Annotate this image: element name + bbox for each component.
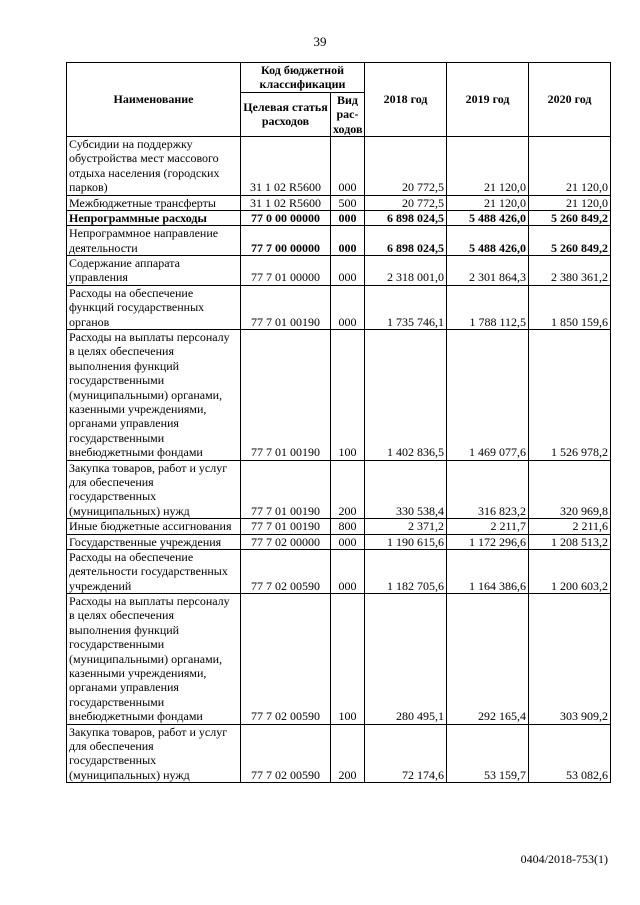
row-target-article: 77 7 00 00000: [241, 226, 331, 256]
row-name: Расходы на обеспечение функций государственных органов: [67, 285, 241, 329]
row-value-2018: 20 772,5: [365, 136, 447, 195]
row-value-2018: 2 318 001,0: [365, 256, 447, 286]
row-value-2018: 1 190 615,6: [365, 534, 447, 549]
row-name: Закупка товаров, работ и услуг для обеспечения государственных (муниципальных) нужд: [67, 724, 241, 783]
budget-table: [66, 62, 611, 783]
header-name: Наименование: [67, 63, 241, 137]
row-value-2018: 1 182 705,6: [365, 549, 447, 593]
row-value-2020: 21 120,0: [529, 195, 611, 210]
row-target-article: 77 0 00 00000: [241, 210, 331, 225]
table-row: [67, 549, 611, 593]
row-name: Расходы на выплаты персоналу в целях обеспечения выполнения функций государственными (муниципальными) органами, казенными учреждениями, органами управления государственными внебюджетными фондами: [67, 594, 241, 725]
row-value-2018: 6 898 024,5: [365, 210, 447, 225]
row-name: Непрограммное направление деятельности: [67, 226, 241, 256]
row-value-2019: 21 120,0: [447, 136, 529, 195]
row-name: Субсидии на поддержку обустройства мест массового отдыха населения (городских парков): [67, 136, 241, 195]
row-value-2019: 53 159,7: [447, 724, 529, 783]
table-row: [67, 594, 611, 725]
row-target-article: 31 1 02 R5600: [241, 136, 331, 195]
row-expense-type: 000: [331, 136, 365, 195]
table-row: [67, 136, 611, 195]
row-value-2019: 1 172 296,6: [447, 534, 529, 549]
row-target-article: 77 7 01 00190: [241, 460, 331, 519]
row-target-article: 77 7 02 00590: [241, 549, 331, 593]
row-expense-type: 000: [331, 285, 365, 329]
row-value-2018: 20 772,5: [365, 195, 447, 210]
row-value-2020: 1 850 159,6: [529, 285, 611, 329]
row-value-2018: 280 495,1: [365, 594, 447, 725]
table-row: [67, 534, 611, 549]
row-value-2020: 1 200 603,2: [529, 549, 611, 593]
row-value-2019: 2 211,7: [447, 519, 529, 534]
row-value-2019: 5 488 426,0: [447, 210, 529, 225]
row-value-2018: 1 402 836,5: [365, 330, 447, 461]
table-row: [67, 330, 611, 461]
row-expense-type: 000: [331, 256, 365, 286]
row-value-2019: 1 788 112,5: [447, 285, 529, 329]
row-value-2019: 5 488 426,0: [447, 226, 529, 256]
header-budget-code: Код бюджетной классификации: [241, 63, 365, 93]
row-value-2020: 1 526 978,2: [529, 330, 611, 461]
row-value-2020: 5 260 849,2: [529, 226, 611, 256]
table-row: [67, 285, 611, 329]
row-name: Закупка товаров, работ и услуг для обеспечения государственных (муниципальных) нужд: [67, 460, 241, 519]
row-expense-type: 800: [331, 519, 365, 534]
header-expense-type: Вид рас-ходов: [331, 92, 365, 136]
row-value-2019: 1 469 077,6: [447, 330, 529, 461]
header-2020: 2020 год: [529, 63, 611, 137]
row-target-article: 77 7 01 00000: [241, 256, 331, 286]
table-body: [67, 136, 611, 782]
row-expense-type: 200: [331, 460, 365, 519]
row-value-2020: 303 909,2: [529, 594, 611, 725]
row-expense-type: 000: [331, 226, 365, 256]
row-expense-type: 100: [331, 594, 365, 725]
row-value-2019: 292 165,4: [447, 594, 529, 725]
row-value-2018: 6 898 024,5: [365, 226, 447, 256]
row-value-2018: 1 735 746,1: [365, 285, 447, 329]
header-target-article: Целевая статья расходов: [241, 92, 331, 136]
row-value-2020: 320 969,8: [529, 460, 611, 519]
row-target-article: 77 7 02 00000: [241, 534, 331, 549]
row-target-article: 77 7 02 00590: [241, 594, 331, 725]
row-name: Непрограммные расходы: [67, 210, 241, 225]
row-value-2020: 21 120,0: [529, 136, 611, 195]
header-2019: 2019 год: [447, 63, 529, 137]
row-name: Государственные учреждения: [67, 534, 241, 549]
row-expense-type: 500: [331, 195, 365, 210]
row-value-2018: 330 538,4: [365, 460, 447, 519]
row-expense-type: 000: [331, 210, 365, 225]
document-code: 0404/2018-753(1): [520, 852, 608, 866]
row-name: Межбюджетные трансферты: [67, 195, 241, 210]
row-expense-type: 000: [331, 549, 365, 593]
row-value-2019: 2 301 864,3: [447, 256, 529, 286]
table-row: [67, 226, 611, 256]
row-value-2018: 72 174,6: [365, 724, 447, 783]
row-value-2020: 5 260 849,2: [529, 210, 611, 225]
row-name: Иные бюджетные ассигнования: [67, 519, 241, 534]
table-row: [67, 460, 611, 519]
table-row: [67, 195, 611, 210]
row-target-article: 77 7 02 00590: [241, 724, 331, 783]
row-value-2020: 2 211,6: [529, 519, 611, 534]
page-number: 39: [313, 34, 327, 49]
row-value-2018: 2 371,2: [365, 519, 447, 534]
row-expense-type: 000: [331, 534, 365, 549]
row-expense-type: 200: [331, 724, 365, 783]
header-2018: 2018 год: [365, 63, 447, 137]
row-name: Содержание аппарата управления: [67, 256, 241, 286]
row-value-2020: 2 380 361,2: [529, 256, 611, 286]
table-row: [67, 724, 611, 783]
row-value-2020: 53 082,6: [529, 724, 611, 783]
row-target-article: 77 7 01 00190: [241, 519, 331, 534]
row-expense-type: 100: [331, 330, 365, 461]
row-target-article: 31 1 02 R5600: [241, 195, 331, 210]
row-name: Расходы на обеспечение деятельности государственных учреждений: [67, 549, 241, 593]
table-row: [67, 519, 611, 534]
row-value-2019: 1 164 386,6: [447, 549, 529, 593]
row-value-2019: 316 823,2: [447, 460, 529, 519]
table-row: [67, 256, 611, 286]
row-target-article: 77 7 01 00190: [241, 285, 331, 329]
row-target-article: 77 7 01 00190: [241, 330, 331, 461]
row-name: Расходы на выплаты персоналу в целях обеспечения выполнения функций государственными (муниципальными) органами, казенными учреждениями, органами управления государственными внебюджетными фондами: [67, 330, 241, 461]
table-row: [67, 210, 611, 225]
row-value-2019: 21 120,0: [447, 195, 529, 210]
row-value-2020: 1 208 513,2: [529, 534, 611, 549]
